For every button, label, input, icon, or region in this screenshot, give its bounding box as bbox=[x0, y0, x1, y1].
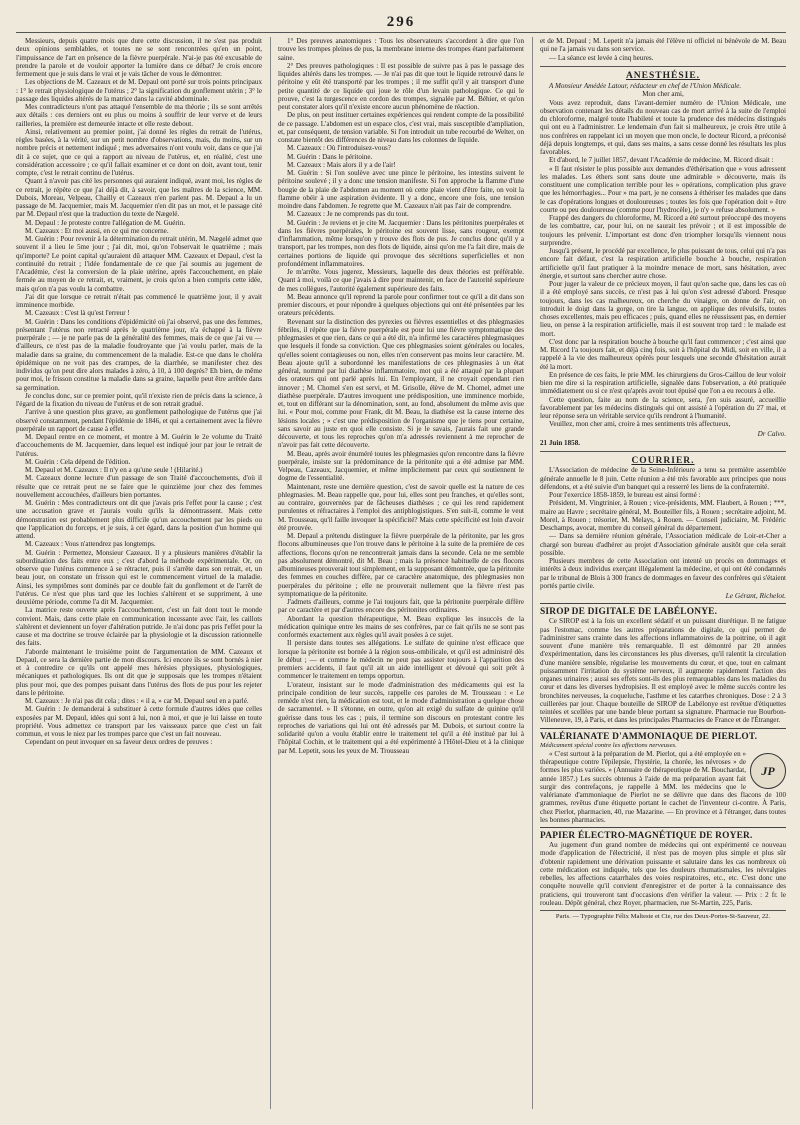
article-paragraph: Mes contradicteurs n'ont pas attaqué l'ensemble de ma théorie ; ils se sont arrêtés aux détails : ces derniers ont eu plus ou moins à souffrir de leur verve et de leurs railleries, la première est demeurée intacte et elle reste debout. bbox=[16, 103, 262, 128]
news-paragraph: Plusieurs membres de cette Association ont intenté un procès en dommages et intérêts à deux individus exerçant illégalement la médecine, et qui ont été condamnés par le tribunal de Blois à 300 francs de dommages en faveur des confrères qui s'étaient portés partie civile. bbox=[540, 557, 786, 590]
article-paragraph: De plus, on peut instituer certaines expériences qui rendent compte de la possibilité de ce passage. L'abdomen est un espace clos, c'est vrai, mais susceptible d'ampliation, et, par conséquent, de tension variable. Si l'on introduit un tube recourbé de Welter, on constate bientôt des différences de niveau dans les colonnes de liquide. bbox=[278, 111, 524, 144]
article-paragraph: Abordant la question thérapeutique, M. Beau explique les insuccès de la médication quinique entre les mains de ses confrères, par ce fait qu'ils ne se sont pas conformés exactement aux règles qu'il avait posées à ce sujet. bbox=[278, 614, 524, 639]
article-paragraph: Messieurs, depuis quatre mois que dure cette discussion, il ne s'est pas produit deux opinions semblables, et toutes ne se sont rencontrées qu'en un point, l'impuissance de l'art en présence de la fièvre puerpérale. N'ai-je pas été excusable de prendre la parole et de vouloir apporter la lumière dans ce débat? Je crois encore fermement que je suis dans le vrai et je vais tâcher de vous le démontrer. bbox=[16, 37, 262, 78]
article-paragraph: J'arrive à une question plus grave, au gonflement pathologique de l'utérus que j'ai observé constamment, pendant l'épidémie de 1846, et qui a certainement avec la fièvre puerpérale un rapport de cause à effet. bbox=[16, 408, 262, 433]
article-paragraph: M. Guérin : Cela dépend de l'édition. bbox=[25, 457, 131, 466]
article-paragraph: M. Depaul et M. Cazeaux : Il n'y en a qu'une seule ! (Hilarité.) bbox=[25, 466, 203, 474]
article-paragraph: M. Cazeaux : Où l'introduisez-vous? bbox=[287, 144, 391, 153]
page-number: 296 bbox=[386, 14, 416, 30]
anesthesie-body bbox=[540, 99, 786, 429]
article-paragraph: L'orateur, insistant sur le mode d'administration des médicaments qui est la principale condition de leur succès, rappelle ces paroles de M. Trousseau : « Le remède n'est rien, la médication est tout, et le mode d'administration a quelque chose de sacramentel. » Il s'étonne, en outre, qu'on ait exigé du sulfate de quinine qu'il guérisse dans tous les cas ; puis, il termine son discours en protestant contre les reproches de variations qui lui ont été adressés par M. Dubois, et surtout contre la solidarité qu'on a voulu établir entre le traitement tel qu'il a été institué par lui à l'hôpital Cochin, et le traitement qui a été expérimenté à l'Hôtel-Dieu et à la clinique par M. Lepetit, sous les yeux de M. Trousseau bbox=[278, 680, 524, 755]
article-paragraph: J'admets d'ailleurs, comme je l'ai toujours fait, que la péritonite puerpérale diffère par ce caractère et par d'autres encore des péritonites ordinaires. bbox=[278, 598, 524, 615]
letter-paragraph: Frappé des dangers du chloroforme, M. Ricord a été surtout préoccupé des moyens de les combattre, car, pour lui, on ne saurait les prévoir ; et il est impossible de toujours les prévenir. L'important est donc d'en triompher lorsqu'ils viennent nous surprendre. bbox=[540, 214, 786, 247]
article-paragraph: M. Guérin : Pour revenir à la détermination du retrait utérin, M. Nægelé admet que souvent il a lieu le 5me jour ; j'ai dit, moi, qu'on l'observait le quatrième ; mais qu'importe? Le point capital qu'auraient dû attaquer MM. Cazeaux et Depaul, c'est la continuité du retrait ; l'idée fondamentale de ce que j'ai soumis au jugement de l'Académie, c'est la conversion de la plaie utérine, après l'accouchement, en plaie fermée au moyen de ce retrait, et, vraiment, je crois qu'on a bien compris cette idée, mais qu'on n'a pas voulu la combattre. bbox=[16, 235, 262, 293]
letter-paragraph: Veuillez, mon cher ami, croire à mes sentiments très affectueux, bbox=[549, 420, 731, 429]
article-paragraph: M. Cazeaux donne lecture d'un passage de son Traité d'accouchements, d'où il résulte que ce retrait peut ne se faire que le quinzième jour chez des femmes nouvellement accouchées, d'ailleurs bien portantes. bbox=[16, 474, 262, 499]
article-paragraph: M. Guérin : Je demanderai à substituer à cette formule d'autres idées que celles exposées par M. Depaul, idées qui sont à lui, non à moi, et que je lui laisse en toute propriété. Vous admettez ce transport par les vaisseaux parce que c'est un fait commun, et vous le niez par les trompes parce que c'est un fait nouveau. bbox=[16, 705, 262, 738]
article-paragraph: Maintenant, reste une dernière question, c'est de savoir quelle est la nature de ces phlegmasies. M. Beau rappelle que, pour lui, elles sont peu franches, et qu'elles sont, au contraire, gouvernées par de fâcheuses diathèses ; ce qui les rend rapidement purulentes et réfractaires à l'emploi des antiphlogistiques. S'en suit-il, comme le veut M. Trousseau, qu'il faille invoquer la spécificité? Mais cette spécificité est loin d'avoir été prouvée. bbox=[278, 482, 524, 532]
anesthesie-heading: ANESTHÉSIE. bbox=[625, 70, 701, 81]
article-paragraph: M. Cazeaux : C'est là qu'est l'erreur ! bbox=[25, 309, 130, 318]
seal-icon: JP bbox=[750, 753, 786, 789]
gerant-line: Le Gérant, Richelot. bbox=[725, 591, 786, 600]
article-paragraph: Les objections de M. Cazeaux et de M. Depaul ont porté sur trois points principaux : 1° le retrait physiologique de l'utérus ; 2° la signification du gonflement utérin ; 3° le passage des liquides altérés de la matrice dans la cavité abdominale. bbox=[16, 78, 262, 103]
ad-valerianate bbox=[540, 728, 786, 825]
article-paragraph: Revenant sur la distinction des pyrexies ou fièvres essentielles et des phlegmasies fébriles, il répète que la fièvre puerpérale est pour lui une fièvre symptomatique des phlegmasies et que rien, dans ce qui a été dit, n'a infirmé les caractères phlegmasiques que lesquels il fonde sa conviction. Que ces phlegmasies soient générales ou locales, qu'elles soient contagieuses ou non, elles n'en conservent pas moins leur caractère. M. Beau ajoute qu'il a subordonné les manifestations de ces phlegmasies à un état général, nommé par lui diathèse inflammatoire, mot qui a été attaqué par la plupart des orateurs qui ont parlé après lui. En l'employant, il ne croyait cependant rien innover ; M. Chomel s'en est servi, et M. Grisolle, élève de M. Chomel, admet une diathèse puerpérale. D'autres invoquent une prédisposition, une imminence morbide, et, tout en différant sur la dénomination, sont, au fond, absolument du même avis que lui. « Pour moi, comme pour Frank, dit M. Beau, la diathèse est la cause interne des lésions locales ; » c'est une prédisposition de l'organisme que je tiens pour certaine, sans savoir au juste en quoi elle consiste. Si je le savais, j'aurais fait une grande découverte, et tous les reproches qu'on m'a adressés reviennent à me reprocher de n'avoir pas fait cette découverte. bbox=[278, 317, 524, 450]
letter-paragraph: Cette question, faite au nom de la science, sera, j'en suis assuré, accueillie favorablement par les médecins distingués qui ont assisté à l'opération du 27 mai, et leur réponse sera un véritable service qu'ils rendront à l'humanité. bbox=[540, 395, 786, 420]
news-paragraph: Président, M. Vingtrinier, à Rouen ; vice-présidents, MM. Flaubert, à Rouen ; ***, maire au Havre ; secrétaire général, M. Bouteiller fils, à Rouen ; secrétaire adjoint, M. Morel, à Rouen ; trésorier, M. Melays, à Rouen. — Conseil judiciaire, M. Frédéric Deschamps, avocat, membre du conseil général du département. bbox=[540, 499, 786, 532]
ad-title: SIROP DE DIGITALE DE LABÉLONYE. bbox=[540, 607, 718, 618]
anesthesie-signature: Dr Calvo. bbox=[757, 429, 786, 438]
letter-paragraph: Et d'abord, le 7 juillet 1857, devant l'Académie de médecine, M. Ricord disait : bbox=[549, 156, 774, 165]
article-paragraph: Quant à n'avoir pas cité les personnes qui auraient indiqué, avant moi, les règles de ce retrait, je répète ce que j'ai déjà dit, à savoir, que les maîtres de la science, MM. Dubois, Moreau, Velpeau, Chailly et Cazeaux n'en parlent pas. M. Depaul a lu un passage de M. Jacquemier, mais M. Jacquemier n'en dit pas un mot, et le passage cité par M. Depaul n'est que la traduction du texte de Nægelé. bbox=[16, 177, 262, 219]
letter-paragraph: Pour juger la valeur de ce précieux moyen, il faut qu'on sache que, dans les cas où il a été employé sans succès, ce n'est pas à lui qu'on s'est adressé d'abord. Presque toujours, dans les cas malheureux, on cherche du vinaigre, on donne de l'air, on introduit le doigt dans la gorge, on tire la langue, on applique des révulsifs, toutes choses excellentes, mais peu efficaces ; puis, quand elles ne réussissent pas, en dernier lieu, on pense à la respiration artificielle, mais il est souvent trop tard : le malade est mort. bbox=[540, 280, 786, 338]
article-paragraph: M. Guérin : Permettez, Monsieur Cazeaux. Il y a plusieurs manières d'établir la subordination des faits entre eux ; c'est d'abord la méthode expérimentale. Or, on observe que l'utérus commence à se rétracter, puis il s'arrête dans son retrait, et, un beau jour, on constate un frisson qui est le commencement virtuel de la maladie. Ainsi, les symptômes sont dominés par ce double fait du gonflement et de l'arrêt de l'utérus. Ce n'est que plus tard que les lochies s'altèrent et se suppriment, à une deuxième période, comme l'a dit M. Jacquemier. bbox=[16, 548, 262, 606]
section-rule bbox=[540, 66, 786, 67]
article-paragraph: Je m'arrête. Vous jugerez, Messieurs, laquelle des deux théories est préférable. Quant à moi, voilà ce que j'avais à dire pour maintenir, en face de l'autorité supérieure de mes collègues, l'autorité également supérieure des faits. bbox=[278, 268, 524, 293]
article-paragraph: Cependant on peut invoquer en sa faveur deux ordres de preuves : bbox=[25, 738, 213, 747]
ad-title: PAPIER ÉLECTRO-MAGNÉTIQUE DE ROYER. bbox=[540, 831, 753, 841]
article-paragraph: M. Cazeaux : Vous n'attendrez pas longtemps. bbox=[25, 540, 156, 549]
ad-papier-royer bbox=[540, 827, 786, 907]
article-paragraph: J'aborde maintenant le troisième point de l'argumentation de MM. Cazeaux et Depaul, ce sera la dernière partie de mon discours. Ici encore ils se sont bornés à nier et à contredire ce qu'ils ont appelé mes hérésies physiques, physiologiques, mécaniques et pathologiques. Ils ont dit que je supposais que les trompes n'étaient plus pour moi, que des pompes puisant dans l'utérus des flots de pus pour les rejeter dans le péritoine. bbox=[16, 647, 262, 697]
ad-sirop-digitale bbox=[540, 603, 786, 724]
session-closing: — La séance est levée à cinq heures. bbox=[549, 53, 654, 62]
article-paragraph: M. Guérin : Mes contradicteurs ont dit que j'avais pris l'effet pour la cause ; c'est une accusation grave et j'aurais voulu qu'ils la démontrassent. Mais cette démonstration est probablement plus difficile qu'un accouchement par les pieds ou que l'application du forceps, et je suis, à cet égard, dans la position d'un homme qui attend. bbox=[16, 499, 262, 540]
article-paragraph: M. Guérin : Je reviens et je cite M. Jacquemier : Dans les péritonites puerpérales et dans les fièvres puerpérales, le péritoine est souvent lisse, sans rougeur, exempt d'inflammation, même lorsqu'on y trouve des flots de pus. Je conclus donc qu'il y a transport, par les trompes, non des flots de liquide, ainsi qu'on me l'a fait dire, mais de certaines portions de liquide qui provoque des sécrétions superficielles et non profondément inflammatoires. bbox=[278, 218, 524, 268]
letter-paragraph: Jusqu'à présent, le procédé par excellence, le plus puissant de tous, celui qui n'a pas encore fait défaut, c'est la respiration artificielle bouche à bouche, respiration artificielle qu'il faut pratiquer à la moindre menace de mort, sans hésitation, avec énergie, et surtout sans chercher autre chose. bbox=[540, 247, 786, 280]
anesthesie-salutation: Mon cher ami, bbox=[642, 90, 684, 99]
article-paragraph: M. Depaul a prétendu distinguer la fièvre puerpérale de la péritonite, par les gros flocons albumineuses que l'on trouve dans le péritoine à la suite de la première de ces affections, flocons qu'on ne rencontrerait jamais dans la seconde. Cela ne me semble pas absolument démontré, dit M. Beau ; mais la présence habituelle de ces flocons albumineuses prouverait tout simplement, en la supposant démontrée, que la péritonite des femmes en couches diffère, par ce caractère anatomique, des phlegmasies non puerpérales du péritoine ; elle ne prouverait nullement que la fièvre n'est pas symptomatique de la péritonite. bbox=[278, 532, 524, 598]
letter-paragraph: « Il faut résister le plus possible aux demandes d'éthérisation que » vous adressent les malades. Les éthers sont sans doute une admirable » découverte, mais ils constituent une complication terrible pour les » opérations, complication plus grave que les hémorrhagies... Pour » ma part, je ne consens à éthériser les malades que dans le cas d'opérations longues et douloureuses ; toutes les fois que l'opération doit » être courte ou peu douloureuse (comme pour l'hydrocèle), je n'y » refuse absolument. » bbox=[540, 164, 786, 214]
news-paragraph: L'Association de médecine de la Seine-Inférieure a tenu sa première assemblée générale annuelle le 8 juin. Cette réunion a été très favorable aux principes que nous défendons, et a été suivie d'un banquet qui a resserré les liens de la confraternité. bbox=[540, 466, 786, 491]
article-paragraph: 1° Des preuves anatomiques : Tous les observateurs s'accordent à dire que l'on trouve les trompes pleines de pus, la membrane interne des trompes étant parfaitement saine. bbox=[278, 37, 524, 62]
article-paragraph: Ainsi, relativement au premier point, j'ai donné les règles du retrait de l'utérus, règles basées, à la vérité, sur un petit nombre d'observations, mais, du moins, sur un nombre précis et nettement indiqué ; mes adversaires n'ont voulu voir, dans ce que j'ai dit à ce sujet, que ce qui a rapport au niveau de l'utérus, et, en réalité, c'est une considération accessoire ; ce qu'il fallait examiner et ce dont on doit, avant tout, tenir compte, c'est le retrait continu de l'utérus. bbox=[16, 127, 262, 177]
article-paragraph: M. Beau, après avoir énuméré toutes les phlegmasies qu'on rencontre dans la fièvre puerpérale, insiste sur la prédominance de la péritonite qui a été admise par MM. Velpeau, Cazeaux, Jacquemier, et même implicitement par ceux qui soutiennent le dogme de l'essentialité. bbox=[278, 449, 524, 483]
news-paragraph: Pour l'exercice 1858-1859, le bureau est ainsi formé : bbox=[549, 491, 701, 499]
article-paragraph: J'ai dit que lorsque ce retrait n'était pas commencé le quatrième jour, il y avait imminence morbide. bbox=[16, 292, 262, 309]
columns bbox=[16, 37, 786, 1109]
courrier-body bbox=[540, 466, 786, 590]
letter-paragraph: En présence de ces faits, le prie MM. les chirurgiens du Gros-Caillou de leur voloir bien me dire si la respiration artificielle, signalée dans l'observation, a été pratiquée immédiatement ou si ce n'est qu'après avoir tout épuisé que l'on a eu recours à elle. bbox=[540, 370, 786, 396]
article-paragraph: M. Cazeaux : Et moi aussi, en ce qui me concerne. bbox=[25, 226, 169, 235]
column-2 bbox=[270, 37, 524, 1109]
article-paragraph: M. Beau annonce qu'il reprend la parole pour confirmer tout ce qu'il a dit dans son premier discours, et pour répondre à quelques objections qui ont été présentées par les orateurs précédents. bbox=[278, 292, 524, 318]
article-paragraph: M. Guérin : Dans les conditions d'épidémicité où j'ai observé, pas une des femmes, présentant l'utérus non retracté après le quatrième jour, n'a échappé à la fièvre puerpérale ; — je ne parle pas de la généralité des femmes, mais de ce que j'ai vu — d'ailleurs, ce n'est pas de la maladie foudroyante que j'ai voulu parler, mais de la maladie dans sa graine, du commencement de la maladie. Est-ce que dans le choléra épidémique on ne voit pas des crampes, de la diarrhée, se manifester chez des individus qu'on peut dire alors malades à zéro, à 10, à 100 degrés? Eh bien, de même pour moi, le frisson constitue la maladie dans sa graine, laquelle peut être arrêtée dans sa germination. bbox=[16, 317, 262, 392]
article-paragraph: Il persiste dans toutes ses allégations. Le sulfate de quinine n'est efficace que lorsque la péritonite est bornée à la région sous-ombilicale, et qu'il est administré dès le début ; — et comme le médecin ne peut pas assister toujours à l'apparition des premiers accidents, il faut qu'il ait un aide intelligent et dévoué qui soit prêt à commencer le traitement en temps opportun. bbox=[278, 639, 524, 681]
ad-text: « C'est surtout à la préparation de M. Pierlot, qui a été employée en » thérapeutique contre l'épilepsie, l'hystérie, la chorée, les névroses » de formes les plus variées. » (Annuaire de thérapeutique de M. Bouchardat, année 1857.) Les succès obtenus à l'aide de ma préparation ayant fait surgir des contrefaçons, je rappelle à MM. les médecins que le valérianate d'ammoniaque de Pierlot ne se délivre que dans des flacons de 100 grammes, revêtus d'une étiquette portant le cachet de l'inventeur ci-contre. À Paris, chez Pierlot, pharmacien, 40, rue Mazarine. — En province et à l'étranger, dans toutes les bonnes pharmacies. bbox=[540, 749, 786, 824]
article-paragraph: La matrice reste ouverte après l'accouchement, c'est un fait dont tout le monde convient. Mais, dans cette plaie en communication incessante avec l'air, les caillots s'altèrent et deviennent un foyer d'altération putride. Je n'ai donc pas pris l'effet pour la cause et ma doctrine se trouve éclairée par la physiologie et la discussion rationnelle des faits. bbox=[16, 606, 262, 648]
article-paragraph: M. Cazeaux : Mais alors il y a de l'air! bbox=[287, 160, 396, 169]
ad-text: Ce SIROP est à la fois un excellent sédatif et un puissant diurétique. Il ne fatigue pas l'estomac, comme les autres préparations de digitale, ce qui permet de l'administrer sans crainte dans les affections inflammatoires de la poitrine, où il agit souvent d'une manière très remarquable. Il est démontré par 20 années d'expérimentation, dans les circonstances les plus diverses, qu'il ralentit la circulation d'une manière sensible, régularise les mouvements du cœur, et que, tout en calmant puissamment l'irritation du système nerveux, il augmente rapidement l'action des organes urinaires ; aussi ses effets sont-ils des plus remarquables dans les maladies du cœur et dans les diverses hydropisies. Il est employé avec le même succès contre les bronchites nerveuses, la coqueluche, l'asthme et les catarrhes chroniques. Dose : 2 à 3 cuillerées par jour. Chaque bouteille de SIROP de Labélonye est revêtue d'étiquettes teintées et scellées par une bande bleue portant sa signature. Pharmacie rue Bourbon-Villeneuve, 19, à Paris, et dans les principales Pharmacies de France et de l'Étranger. bbox=[540, 617, 786, 725]
anesthesie-dedication: A Monsieur Amédée Latour, rédacteur en chef de l'Union Médicale. bbox=[549, 82, 742, 90]
column-1 bbox=[16, 37, 262, 1109]
column-3 bbox=[532, 37, 786, 1109]
anesthesie-date: 21 Juin 1858. bbox=[540, 438, 581, 447]
article-paragraph: M. Depaul rentre en ce moment, et montre à M. Guérin le 2e volume du Traité d'accouchements de M. Jacquemier, dans lequel est indiqué jour par jour le retrait de l'utérus. bbox=[16, 433, 262, 458]
letter-paragraph: Vous avez reproduit, dans l'avant-dernier numéro de l'Union Médicale, une observation contenant les détails du nouveau cas de mort arrivé à la suite de l'emploi du chloroforme, malgré toute l'habileté et toute la prudence des médecins distingués qui ont eu à l'administrer. Le lendemain d'un fait si malheureux, je crois être utile à nos confrères en rappelant ici un moyen que mon oncle, le docteur Ricord, a préconisé déjà depuis longtemps, et qui, dans ses mains, a sans cesse donné les résultats les plus favorables. bbox=[540, 98, 786, 156]
ad-text: Au jugement d'un grand nombre de médecins qui ont expérimenté ce nouveau mode d'application de l'électricité, il n'est pas de moyen plus simple et plus sûr d'obtenir rapidement une dérivation puissante et salutaire dans les cas nombreux où cette médication est indiquée, tels que les douleurs rhumatismales, les névralgies rebelles, les affections catarrhales des voies respiratoires, etc., etc. C'est donc une conquête nouvelle qu'il convient d'enregistrer et de porter à la connaissance des praticiens, qui trouveront tant d'occasions d'en vérifier la valeur. — Prix : 2 fr. le rouleau. Dépôt général, chez Royer, pharmacien, rue St-Martin, 225, Paris. bbox=[540, 841, 786, 907]
article-paragraph: 2° Des preuves pathologiques : Il est possible de suivre pas à pas le passage des liquides altérés dans les trompes. — Je n'ai pas dit que tout le liquide retrouvé dans le péritoine y eût été transporté par les trompes ; il me suffit qu'il y ait transport d'une petite quantité de ce liquide qui joue le rôle d'un levain pathologique. Ce qui le prouve, c'est la turgescence en cordon des trompes, signalée par M. Béhier, et qu'on peut constater alors qu'il n'existe encore aucun phénomène de réaction. bbox=[278, 61, 524, 111]
news-paragraph: — Dans sa dernière réunion générale, l'Association médicale de Loir-et-Cher a chargé son bureau d'adhérer au projet d'Association générale ausitôt que cela serait possible. bbox=[540, 532, 786, 557]
header-rule bbox=[16, 32, 786, 33]
article-paragraph: M. Depaul : Je proteste contre l'allégation de M. Guérin. bbox=[25, 218, 186, 227]
article-paragraph: M. Cazeaux : Je n'ai pas dit cela ; dites : « il a, » car M. Depaul seul en a parlé. bbox=[25, 697, 249, 705]
article-paragraph: M. Cazeaux : Je ne comprends pas du tout. bbox=[287, 210, 409, 219]
printer-line: Paris. — Typographie Félix Malteste et Cie, rue des Deux-Portes-St-Sauveur, 22. bbox=[540, 910, 786, 921]
letter-paragraph: C'est donc par la respiration bouche à bouche qu'il faut commencer ; c'est ainsi que M. Ricord l'a toujours fait, et déjà cinq fois, soit à l'hôpital du Midi, soit en ville, il a rappelé à la vie des malheureux opérés pour lesquels une seconde d'hésitation aurait été la mort. bbox=[540, 337, 786, 371]
article-paragraph: M. Guérin : Dans le péritoine. bbox=[287, 152, 373, 161]
article-paragraph: Je conclus donc, sur ce premier point, qu'il n'existe rien de précis dans la science, à l'égard de la fixation du niveau de l'utérus et de son retrait gradué. bbox=[16, 391, 262, 408]
section-rule bbox=[540, 451, 786, 452]
courrier-heading: COURRIER. bbox=[631, 456, 695, 466]
article-paragraph: M. Guérin : Si l'on soulève avec une pince le péritoine, les intestins suivent le péritoine soulevé ; il y a donc une tension manifeste. Si l'on approche la flamme d'une bougie de la plaie de l'abdomen au moment où cette plaie vient d'être faite, on voit la flamme obéir à une aspiration évidente. Il y a donc, encore une fois, une tension moindre dans l'abdomen. Je regrette que M. Cazeaux n'ait pas l'air de comprendre. bbox=[278, 169, 524, 210]
pierlot-seal bbox=[750, 753, 786, 789]
ad-title: VALÉRIANATE D'AMMONIAQUE DE PIERLOT. bbox=[540, 731, 758, 742]
ad-subtitle: Médicament spécial contre les affections nerveuses. bbox=[540, 741, 677, 749]
column-3-lead: et de M. Depaul ; M. Lepetit n'a jamais été l'élève ni officiel ni bénévole de M. Beau qui ne l'a jamais vu dans son service. bbox=[540, 37, 786, 54]
